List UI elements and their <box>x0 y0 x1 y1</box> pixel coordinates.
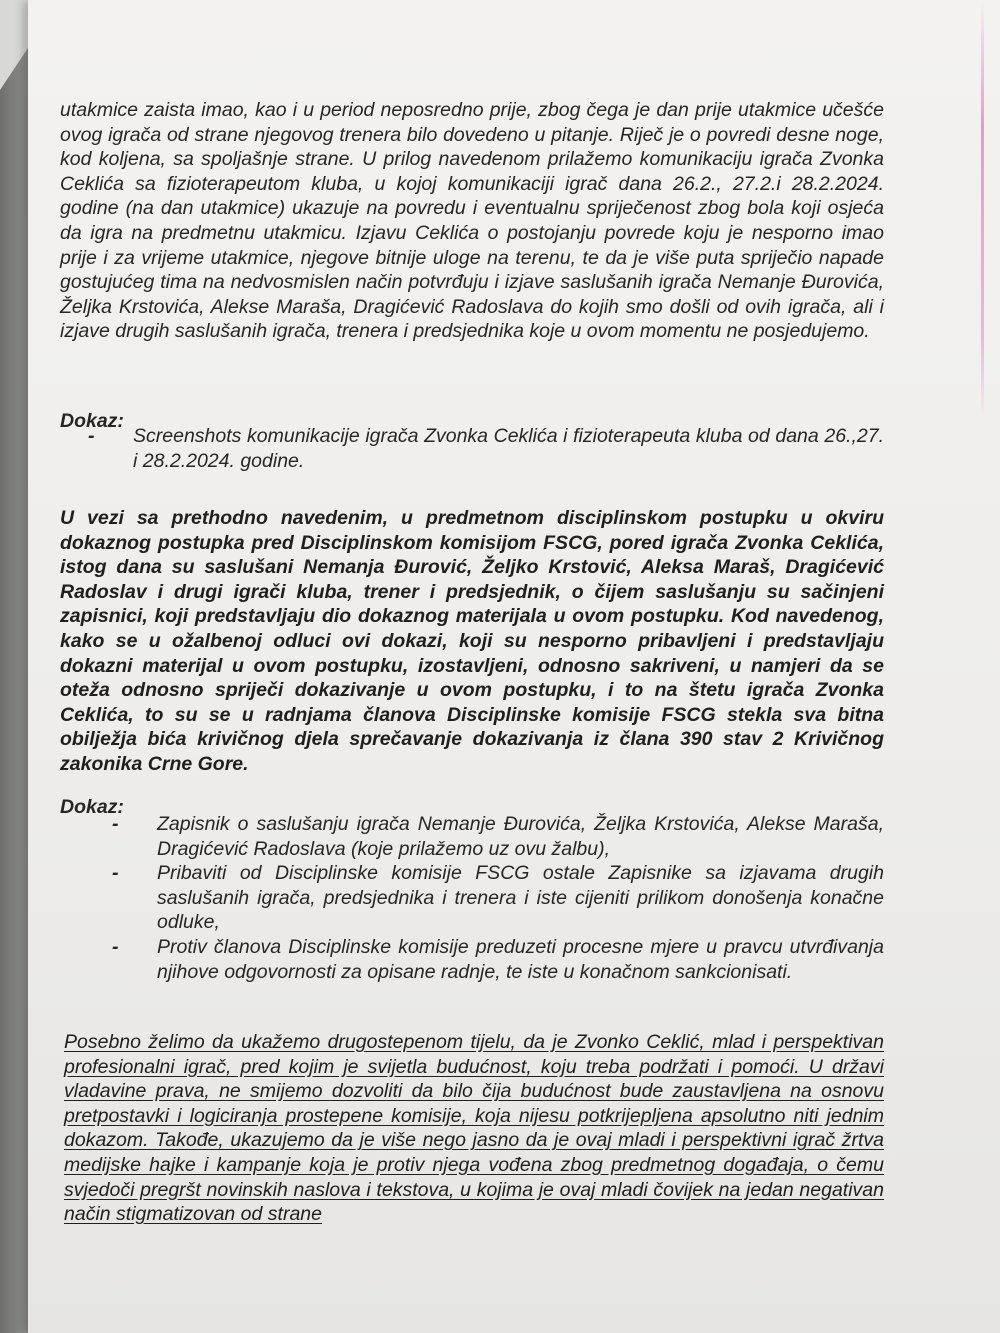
list-item: - Zapisnik o saslušanju igrača Nemanje Đurovića, Željka Krstovića, Alekse Maraša, Dragićević Radoslava (koje prilažemo uz ovu žalbu), <box>112 812 884 861</box>
paragraph-bold: U vezi sa prethodno navedenim, u predmetnom disciplinskom postupku u okviru dokaznog postupka pred Disciplinskom komisijom FSCG, pored igrača Zvonka Ceklića, istog dana su saslušani Nemanja Đurović, Željko Krstović, Aleksa Maraš, Dragićević Radoslav i drugi igrači kluba, trener i predsjednik, o čijem saslušanju su sačinjeni zapisnici, koji predstavljaju dio dokaznog materijala u ovom postupku. Kod navedenog, kako se u ožalbenoj odluci ovi dokazi, koji su nesporno pribavljeni i predstavljaju dokazni materijal u ovom postupku, izostavljeni, odnosno sakriveni, u namjeri da se oteža odnosno spriječi dokazivanje u ovom postupku, i to na štetu igrača Zvonka Ceklića, to su se u radnjama članova Disciplinske komisije FSCG stekla sva bitna obilježja bića krivičnog djela sprečavanje dokazivanja iz člana 390 stav 2 Krivičnog zakonika Crne Gore. <box>60 507 884 775</box>
dokaz-heading-2: Dokaz: <box>60 796 124 818</box>
paragraph-intro: utakmice zaista imao, kao i u period neposredno prije, zbog čega je dan prije utakmice učešće ovog igrača od strane njegovog trenera bilo dovedeno u pitanje. Riječ je o povredi desne noge, kod koljena, sa spoljašnje strane. U prilog navedenom prilažemo komunikaciju igrača Zvonka Ceklića sa fizioterapeutom kluba, u kojoj komunikaciji igrač dana 26.2., 27.2.i 28.2.2024. godine (na dan utakmice) ukazuje na povredu i eventualnu spriječenost zbog bola koji osjeća da igra na predmetnu utakmicu. Izjavu Ceklića o postojanju povrede koju je nesporno imao prije i za vrijeme utakmice, njegove bitnije uloge na terenu, te da je više puta spriječio napade gostujućeg tima na nedvosmislen način potvrđuju i izjave saslušanih igrača Nemanje Đurovića, Željka Krstovića, Alekse Maraša, Dragićević Radoslava do kojih smo došli od ovih igrača, ali i izjave drugih saslušanih igrača, trenera i predsjednika koje u ovom momentu ne posjedujemo. <box>60 99 884 343</box>
paragraph-underlined: Posebno želimo da ukažemo drugostepenom tijelu, da je Zvonko Ceklić, mlad i perspektivan profesionalni igrač, pred kojim je svijetla budućnost, koju treba podržati i pomoći. U državi vladavine prava, ne smijemo dozvoliti da bilo čija budućnost bude zaustavljena na osnovu pretpostavki i logiciranja prostepene komisije, koja nijesu potkrijepljena apsolutno niti jednim dokazom. Takođe, ukazujemo da je više nego jasno da je ovaj mladi i perspektivni igrač žrtva medijske hajke i kampanje koja je protiv njega vođena zbog predmetnog događaja, o čemu svjedoči pregršt novinskih naslova i tekstova, u kojima je ovaj mladi čovijek na jedan negativan način stigmatizovan od strane <box>64 1031 884 1226</box>
highlighter-mark <box>981 0 984 420</box>
list-item: - Protiv članova Disciplinske komisije preduzeti procesne mjere u pravcu utvrđivanja njihove odgovornosti za opisane radnje, te iste u konačnom sankcionisati. <box>112 935 884 984</box>
list-item: - Screenshots komunikacije igrača Zvonka Ceklića i fizioterapeuta kluba od dana 26.,27. i 28.2.2024. godine. <box>88 424 884 473</box>
dokaz-list-2 <box>112 812 884 984</box>
dokaz-list-1 <box>88 424 884 473</box>
dokaz-heading-1: Dokaz: <box>60 410 124 432</box>
list-item: - Pribaviti od Disciplinske komisije FSCG ostale Zapisnike sa izjavama drugih saslušanih igrača, predsjednika i trenera i iste cijeniti prilikom donošenja konačne odluke, <box>112 861 884 935</box>
